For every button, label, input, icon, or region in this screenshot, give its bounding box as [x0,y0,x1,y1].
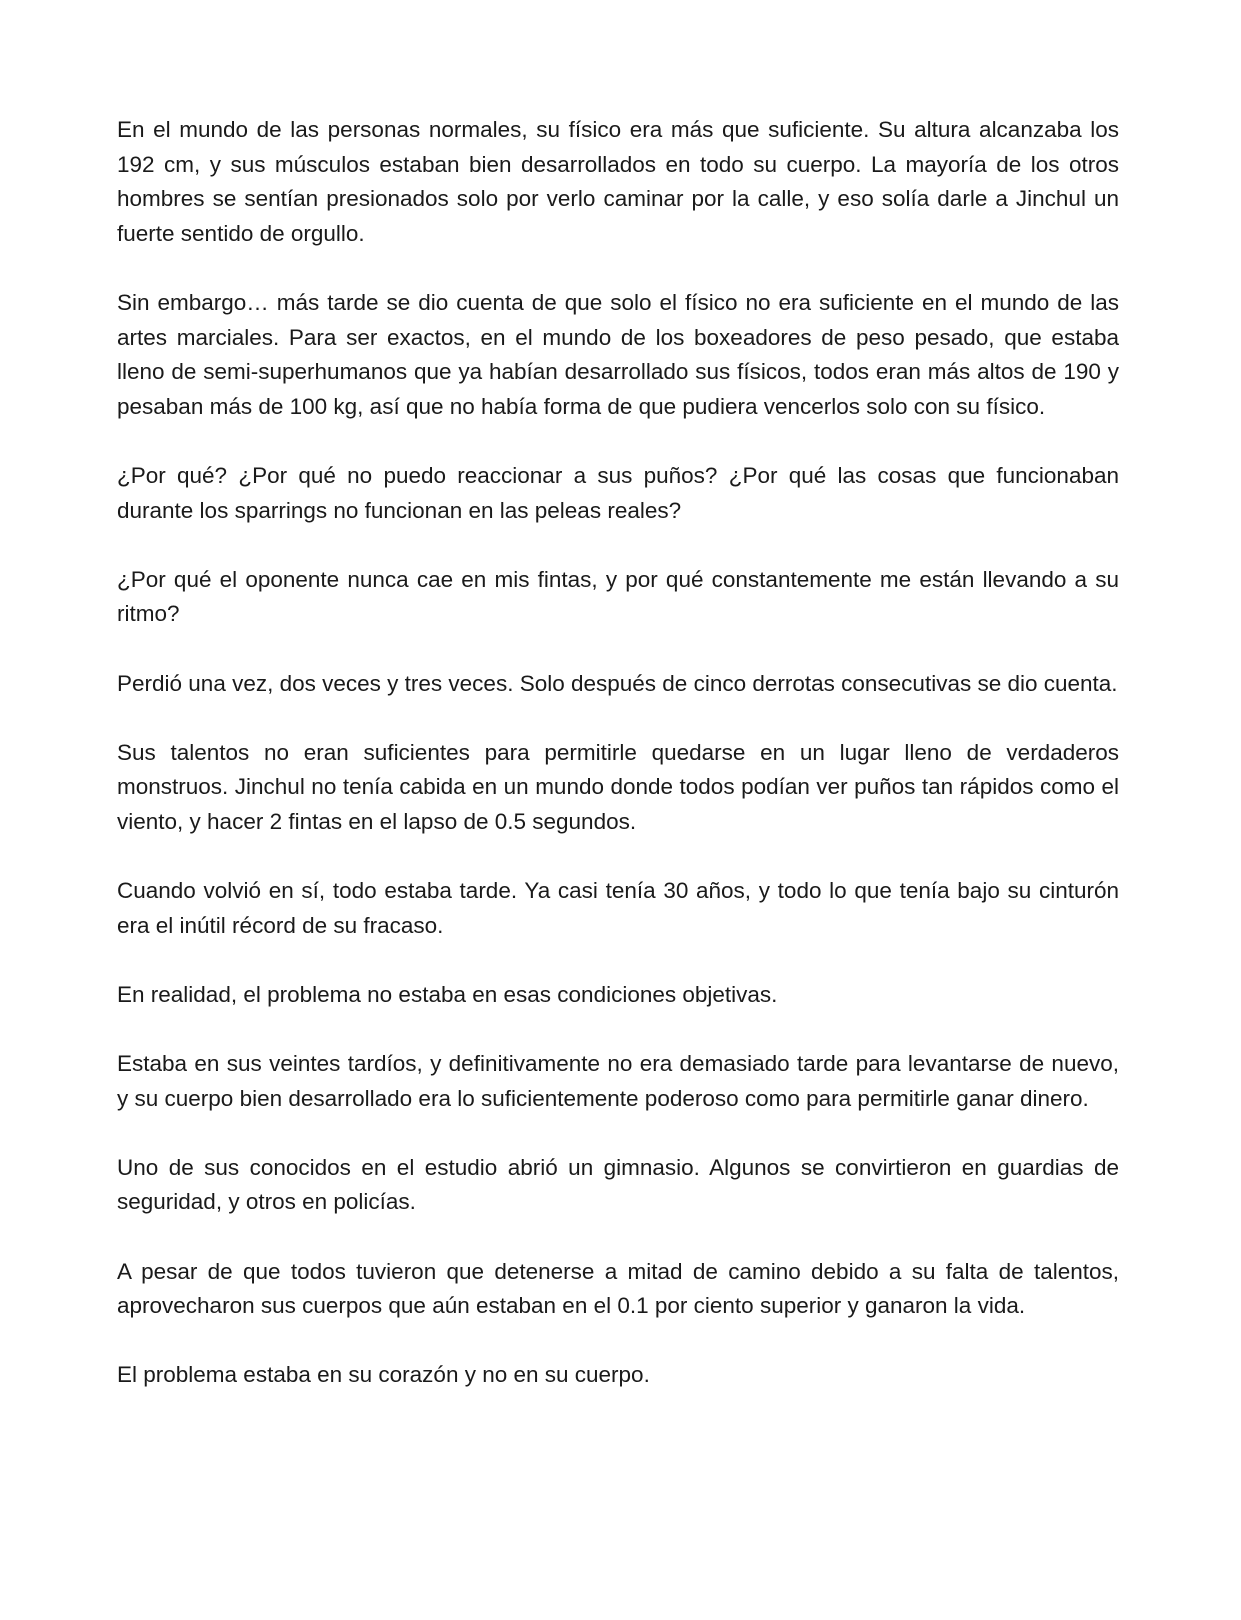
paragraph-8: En realidad, el problema no estaba en esas condiciones objetivas. [117,981,778,1007]
paragraph-11: A pesar de que todos tuvieron que detenerse a mitad de camino debido a su falta de talentos, aprovecharon sus cuerpos que aún estaban en el 0.1 por ciento superior y ganaron la vida. [117,1258,1119,1319]
paragraph-12: El problema estaba en su corazón y no en su cuerpo. [117,1362,650,1388]
document-page [117,113,1119,1393]
paragraph-6: Sus talentos no eran suficientes para permitirle quedarse en un lugar lleno de verdaderos monstruos. Jinchul no tenía cabida en un mundo donde todos podían ver puños tan rápidos como el viento, y hacer 2 fintas en el lapso de 0.5 segundos. [117,739,1119,834]
paragraph-7: Cuando volvió en sí, todo estaba tarde. Ya casi tenía 30 años, y todo lo que tenía bajo su cinturón era el inútil récord de su fracaso. [117,878,1119,938]
paragraph-1: En el mundo de las personas normales, su físico era más que suficiente. Su altura alcanzaba los 192 cm, y sus músculos estaban bien desarrollados en todo su cuerpo. La mayoría de los otros hombres se sentían presionados solo por verlo caminar por la calle, y eso solía darle a Jinchul un fuerte sentido de orgullo. [117,117,1119,246]
paragraph-9: Estaba en sus veintes tardíos, y definitivamente no era demasiado tarde para levantarse de nuevo, y su cuerpo bien desarrollado era lo suficientemente poderoso como para permitirle ganar dinero. [117,1051,1119,1111]
paragraph-5: Perdió una vez, dos veces y tres veces. Solo después de cinco derrotas consecutivas se dio cuenta. [117,670,1118,696]
paragraph-10: Uno de sus conocidos en el estudio abrió un gimnasio. Algunos se convirtieron en guardias de seguridad, y otros en policías. [117,1154,1119,1215]
paragraph-3: ¿Por qué? ¿Por qué no puedo reaccionar a sus puños? ¿Por qué las cosas que funcionaban durante los sparrings no funcionan en las peleas reales? [117,462,1119,523]
paragraph-2: Sin embargo… más tarde se dio cuenta de que solo el físico no era suficiente en el mundo de las artes marciales. Para ser exactos, en el mundo de los boxeadores de peso pesado, que estaba lleno de semi-superhumanos que ya habían desarrollado sus físicos, todos eran más altos de 190 y pesaban más de 100 kg, así que no había forma de que pudiera vencerlos solo con su físico. [117,289,1119,419]
paragraph-4: ¿Por qué el oponente nunca cae en mis fintas, y por qué constantemente me están llevando a su ritmo? [117,566,1119,627]
